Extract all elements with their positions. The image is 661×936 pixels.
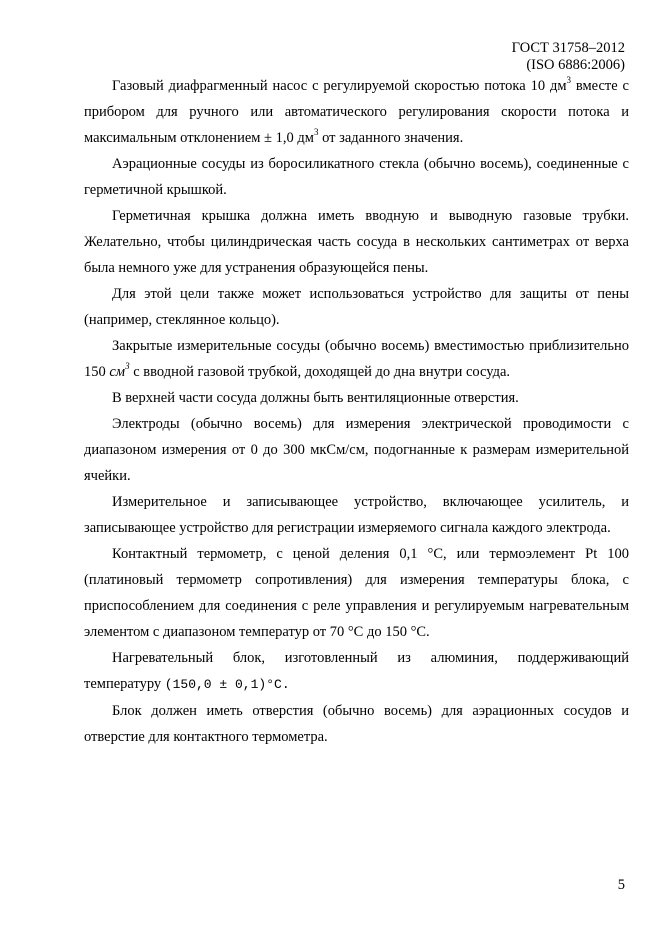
unit-cm: см <box>109 364 126 380</box>
paragraph-pump-text-a: Газовый диафрагменный насос с регулируемой скоростью потока 10 дм <box>112 78 567 94</box>
document-body <box>84 73 629 750</box>
paragraph-thermometer: Контактный термометр, с ценой деления 0,1 °С, или термоэлемент Pt 100 (платиновый термометр сопротивления) для измерения температуры блока, с приспособлением для соединения с реле управления и регулируемым нагревательным элементом с диапазоном температур от 70 °С до 150 °С. <box>84 546 629 640</box>
paragraph-pump-text-b: вместе с прибором для ручного или автоматического регулирования скорости потока и максимальным отклонением ± 1,0 дм <box>84 78 629 146</box>
paragraph-measuring-vessels <box>84 333 629 385</box>
paragraph-recorder: Измерительное и записывающее устройство, включающее усилитель, и записывающее устройство для регистрации измеряемого сигнала каждого электрода. <box>84 494 629 536</box>
superscript-3: 3 <box>566 75 572 85</box>
paragraph-pump-text-c: от заданного значения. <box>318 130 464 146</box>
paragraph-heating-block <box>84 645 629 698</box>
superscript-3: 3 <box>125 361 130 371</box>
paragraph-pump <box>84 73 629 151</box>
superscript-3: 3 <box>313 127 319 137</box>
standard-number: ГОСТ 31758–2012 <box>511 40 625 56</box>
paragraph-vents: В верхней части сосуда должны быть вентиляционные отверстия. <box>112 390 519 406</box>
paragraph-measuring-vessels-text-b: с вводной газовой трубкой, доходящей до дна внутри сосуда. <box>129 364 511 380</box>
paragraph-measuring-vessels-text-a: Закрытые измерительные сосуды (обычно восемь) вместимостью приблизительно 150 <box>84 338 629 380</box>
paragraph-foam-protection: Для этой цели также может использоваться устройство для защиты от пены (например, стеклянное кольцо). <box>84 286 629 328</box>
iso-reference: (ISO 6886:2006) <box>526 57 625 73</box>
paragraph-block-holes: Блок должен иметь отверстия (обычно восемь) для аэрационных сосудов и отверстие для контактного термометра. <box>84 703 629 745</box>
paragraph-aeration-vessels: Аэрационные сосуды из боросиликатного стекла (обычно восемь), соединенные с герметичной крышкой. <box>84 156 629 198</box>
paragraph-heating-block-text: Нагревательный блок, изготовленный из алюминия, поддерживающий температуру <box>84 650 629 692</box>
paragraph-electrodes: Электроды (обычно восемь) для измерения электрической проводимости с диапазоном измерения от 0 до 300 мкСм/см, подогнанные к размерам измерительной ячейки. <box>84 416 629 484</box>
temperature-value: (150,0 ± 0,1)°С. <box>164 677 290 692</box>
paragraph-sealed-lid: Герметичная крышка должна иметь вводную и выводную газовые трубки. Желательно, чтобы цилиндрическая часть сосуда в нескольких сантиметрах от верха была немного уже для устранения образующейся пены. <box>84 208 629 276</box>
page-number: 5 <box>617 877 625 893</box>
